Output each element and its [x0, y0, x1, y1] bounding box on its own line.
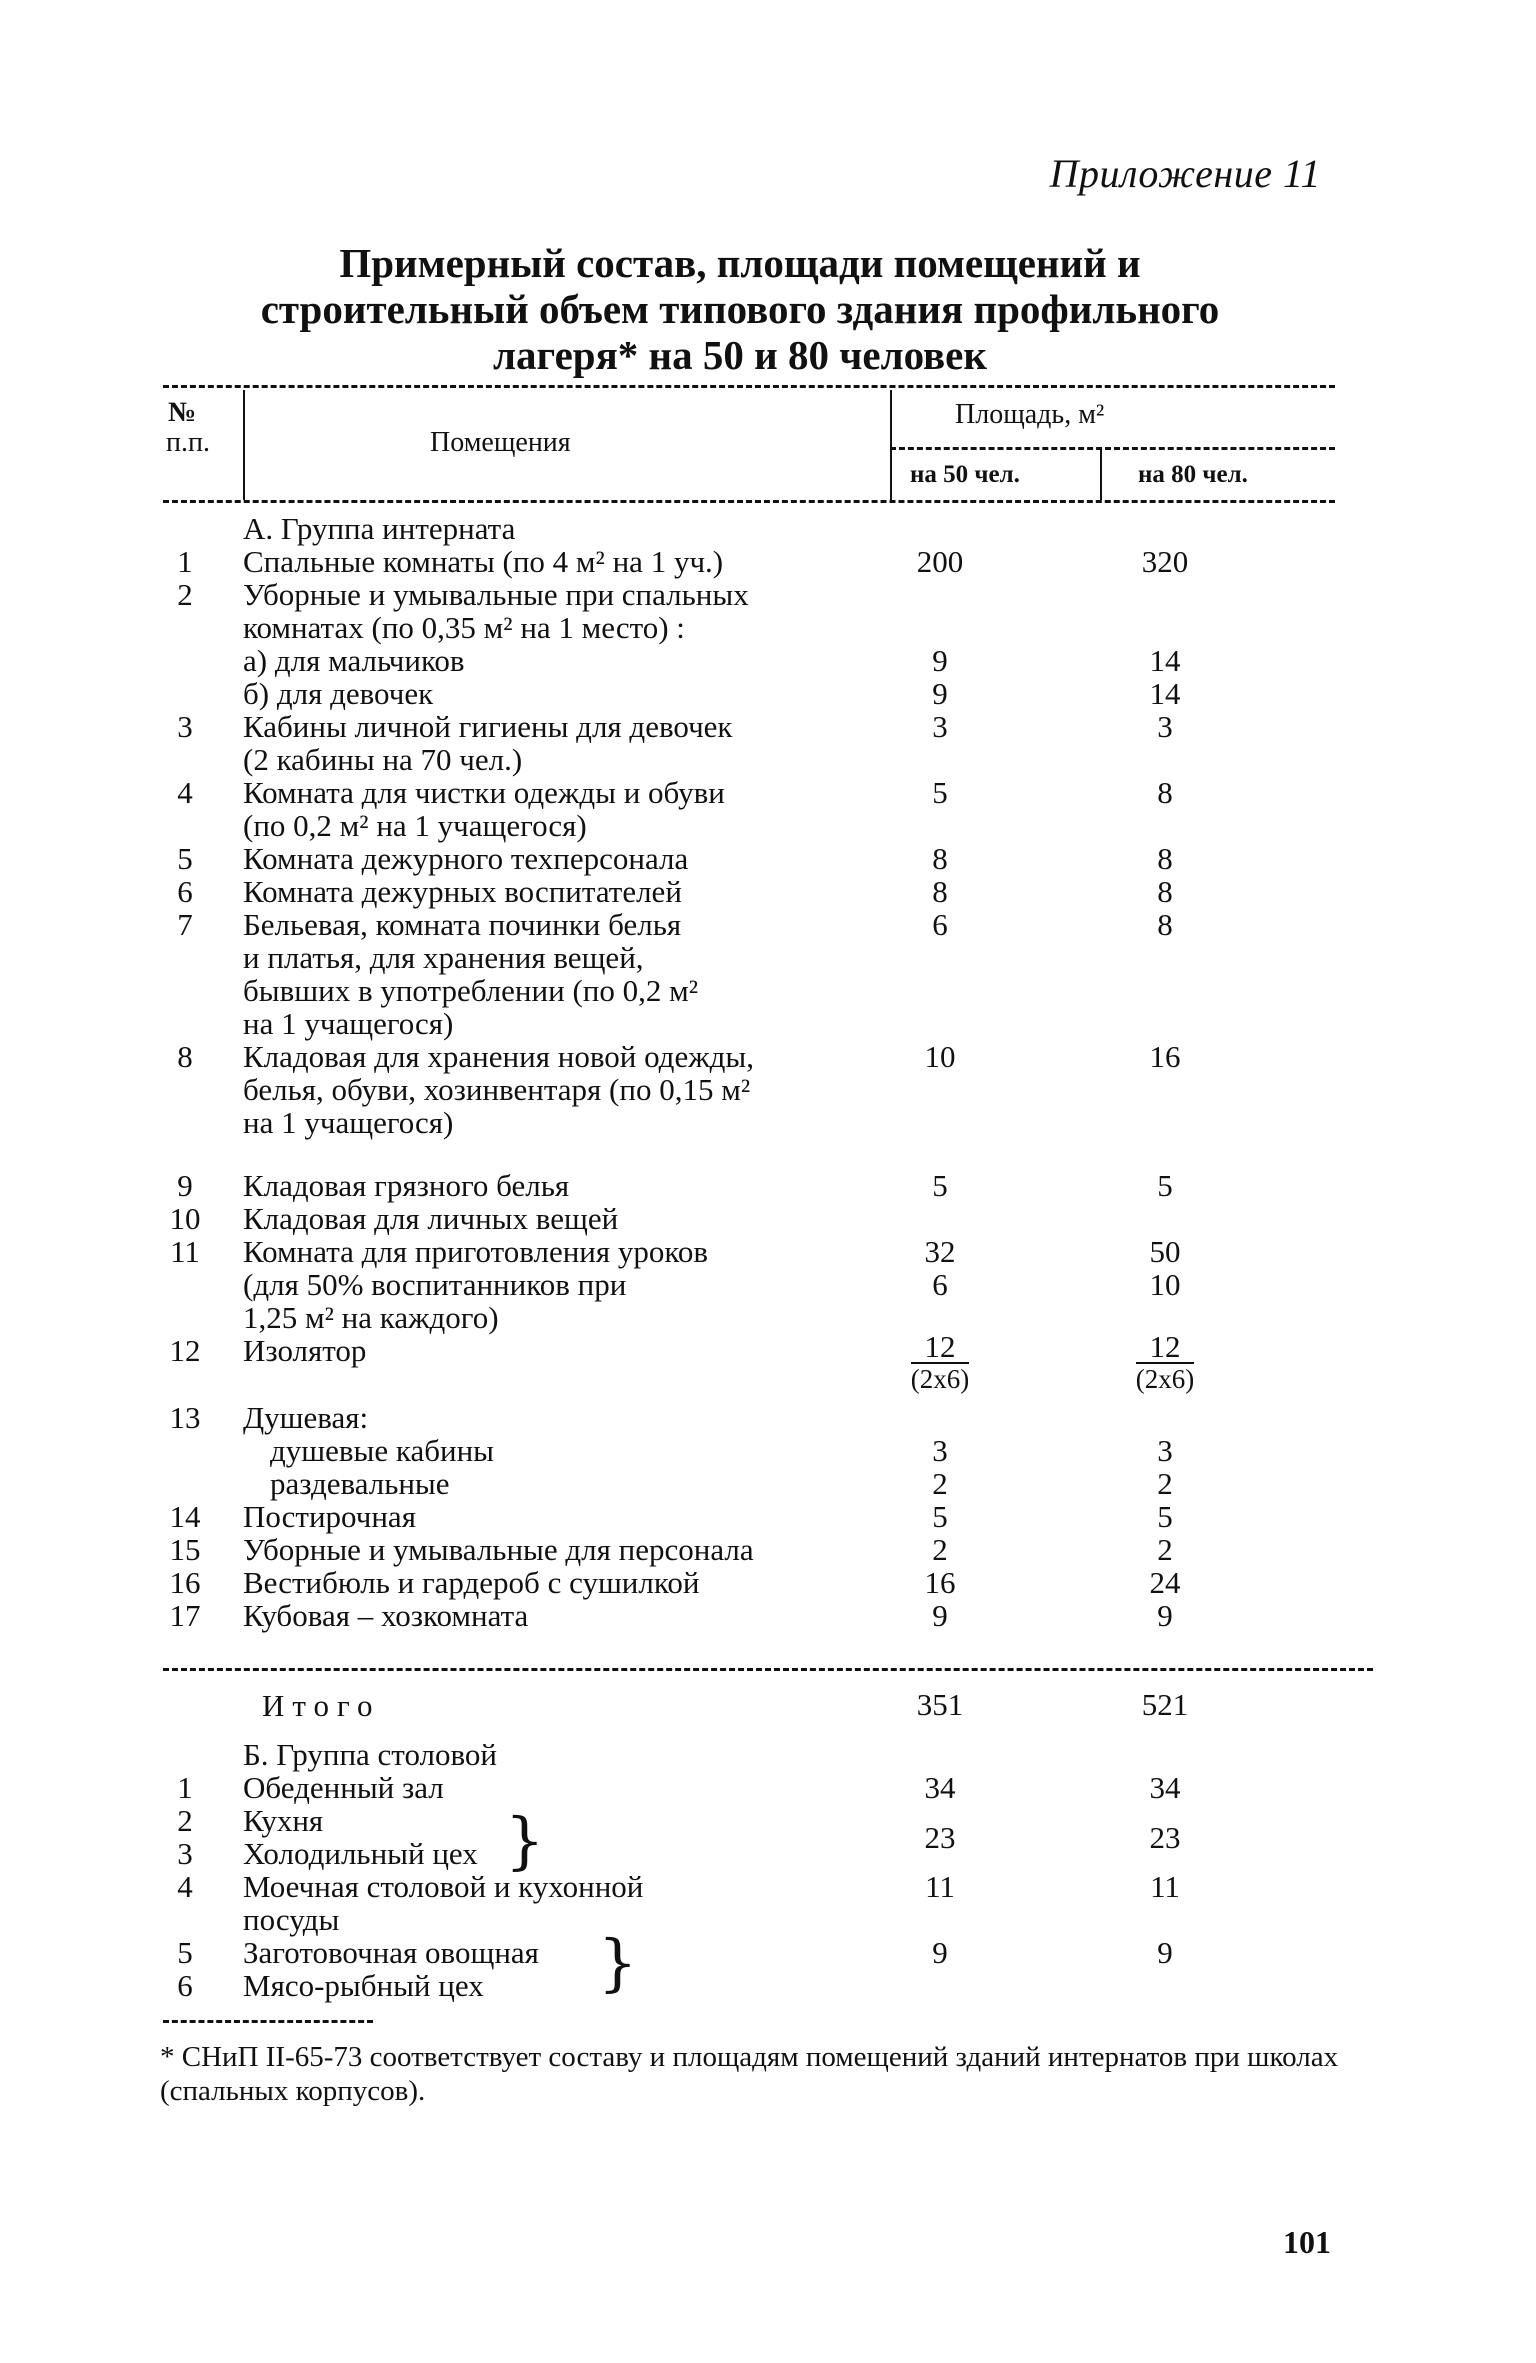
group-a-row-num: 6: [177, 874, 193, 909]
total-value-50: 351: [916, 1687, 964, 1722]
group-b-row-value-80: 9: [1157, 1935, 1173, 1970]
group-a-row-num: 7: [177, 907, 193, 942]
group-a-row-text: Изолятор: [243, 1333, 367, 1368]
group-a-row-text: белья, обуви, хозинвентаря (по 0,15 м²: [243, 1072, 751, 1107]
group-a-row-text: Уборные и умывальные при спальных: [243, 577, 749, 612]
table-title: [150, 240, 1330, 378]
group-a-row-value-80: 2: [1157, 1466, 1173, 1501]
group-a-row-num: 10: [169, 1201, 201, 1236]
group-a-row-value-50: 200: [916, 544, 964, 579]
group-a-row-value-80: 3: [1157, 709, 1173, 744]
group-a-row-text: комнатах (по 0,35 м² на 1 место) :: [243, 610, 685, 645]
group-a-row-text: Комната для приготовления уроков: [243, 1234, 709, 1269]
group-a-row-value-50: 2: [932, 1532, 948, 1567]
group-b-row-num: 1: [177, 1770, 193, 1805]
group-b-row-text: посуды: [243, 1902, 340, 1937]
group-a-row-value-50: 16: [924, 1565, 956, 1600]
group-a-row-value-80: 9: [1157, 1598, 1173, 1633]
group-b-row-value-50: 9: [932, 1935, 948, 1970]
group-b-row-num: 5: [177, 1935, 193, 1970]
group-a-row-text: и платья, для хранения вещей,: [243, 940, 644, 975]
group-a-row-text: раздевальные: [270, 1466, 450, 1501]
group-a-row-num: 12: [169, 1333, 201, 1368]
group-a-row-value-80: 2: [1157, 1532, 1173, 1567]
group-a-row-text: Кубовая – хозкомната: [243, 1598, 529, 1633]
group-a-row-text: на 1 учащегося): [243, 1105, 454, 1140]
group-a-row-value-50: 9: [932, 1598, 948, 1633]
group-a-row-num: 14: [169, 1499, 201, 1534]
page-number: 101: [1283, 2224, 1331, 2260]
group-a-row-value-80: 3: [1157, 1433, 1173, 1468]
group-b-row-value-80: 11: [1150, 1869, 1180, 1904]
group-b-row-value-50: 23: [924, 1819, 956, 1855]
group-a-row-value-80: 8: [1157, 841, 1173, 876]
group-a-row-value-80: 5: [1157, 1168, 1173, 1203]
title-line-3: лагеря* на 50 и 80 человек: [492, 332, 988, 378]
group-a-row-value-50: 5: [932, 1168, 948, 1203]
footnote: * СНиП II-65-73 соответствует составу и площадям помещений зданий интернатов при школах (спальных корпусов).: [160, 2041, 1339, 2107]
header-col-50: на 50 чел.: [910, 461, 1020, 488]
group-a-row-value-80: 50: [1149, 1234, 1181, 1269]
header-top-rule: [163, 385, 1335, 388]
group-a-row-text: Комната дежурных воспитателей: [243, 874, 682, 909]
total-top-rule: [163, 1668, 1373, 1671]
group-a-row-value-50: 9: [932, 676, 948, 711]
group-a-row-text: б) для девочек: [243, 676, 434, 711]
group-a-row-num: 8: [177, 1039, 193, 1074]
group-a-row-text: 1,25 м² на каждого): [243, 1300, 499, 1335]
group-a-row-value-50: 8: [932, 874, 948, 909]
header-area: Площадь, м²: [955, 399, 1105, 430]
header-bottom-rule: [163, 500, 1335, 503]
group-a-row-value-50: $\frac{12}{(2x6)}$: [910, 1329, 970, 1394]
total-label: Итого: [262, 1688, 381, 1723]
group-a-row-num: 13: [169, 1400, 201, 1435]
footnote-rule: [163, 2020, 373, 2023]
group-a-row-num: 2: [177, 577, 193, 612]
group-b-row-text: Кухня: [243, 1803, 324, 1838]
group-a-row-value-80: 8: [1157, 775, 1173, 810]
group-a-row-text: бывших в употреблении (по 0,2 м²: [243, 973, 699, 1008]
group-a-row-text: душевые кабины: [270, 1433, 495, 1468]
group-b-row-value-50: 34: [924, 1770, 956, 1805]
group-b-row-text: Обеденный зал: [243, 1770, 444, 1805]
group-a-row-value-80: $\frac{12}{(2x6)}$: [1135, 1329, 1195, 1394]
group-a-row-text: Комната для чистки одежды и обуви: [243, 775, 725, 810]
group-a-row-text: Кабины личной гигиены для девочек: [243, 709, 733, 744]
group-a-row-value-80: 10: [1149, 1267, 1181, 1302]
group-a-row-value-80: 320: [1141, 544, 1189, 579]
group-a-row-text: Уборные и умывальные для персонала: [243, 1532, 754, 1567]
brace-prep: }: [598, 1926, 638, 1999]
group-b-row-value-50: 11: [925, 1869, 955, 1904]
title-line-1: Примерный состав, площади помещений и: [339, 240, 1141, 286]
group-a-row-text: а) для мальчиков: [243, 643, 465, 678]
group-a-row-text: Кладовая для хранения новой одежды,: [243, 1039, 754, 1074]
group-a-row-value-50: 6: [932, 1267, 948, 1302]
group-a-row-num: 1: [177, 544, 193, 579]
group-b-title: Б. Группа столовой: [243, 1737, 498, 1772]
group-a-row-value-50: 5: [932, 1499, 948, 1534]
group-a-row-text: Душевая:: [243, 1400, 369, 1435]
group-a-row-num: 9: [177, 1168, 193, 1203]
header-num: №: [168, 397, 197, 428]
header-divider-3: [1100, 450, 1102, 500]
header-num-pp: п.п.: [166, 427, 210, 458]
group-a-row-num: 11: [170, 1234, 200, 1269]
title-line-2: строительный объем типового здания профильного: [260, 286, 1220, 332]
group-a-row-value-50: 10: [924, 1039, 956, 1074]
group-a-row-value-50: 32: [924, 1234, 956, 1269]
header-col-80: на 80 чел.: [1138, 461, 1248, 488]
group-a-row-num: 4: [177, 775, 193, 810]
group-a-row-num: 16: [169, 1565, 201, 1600]
group-b-row-text: Холодильный цех: [243, 1836, 478, 1871]
group-a-row-text: Кладовая для личных вещей: [243, 1201, 619, 1236]
group-a-row-value-50: 8: [932, 841, 948, 876]
group-a-row-value-80: 8: [1157, 907, 1173, 942]
group-a-row-num: 17: [169, 1598, 201, 1633]
group-a-row-text: (2 кабины на 70 чел.): [243, 742, 523, 777]
group-a-row-text: на 1 учащегося): [243, 1006, 454, 1041]
header-divider-2: [890, 390, 892, 500]
group-a-row-text: (по 0,2 м² на 1 учащегося): [243, 808, 587, 843]
group-a-row-value-50: 5: [932, 775, 948, 810]
group-a-title: А. Группа интерната: [243, 511, 516, 546]
group-b-row-num: 2: [177, 1803, 193, 1838]
group-a-row-text: (для 50% воспитанников при: [243, 1267, 627, 1302]
group-a-row-text: Постирочная: [243, 1499, 416, 1534]
group-a-row-num: 3: [177, 709, 193, 744]
group-a-row-value-80: 5: [1157, 1499, 1173, 1534]
group-a-row-value-50: 9: [932, 643, 948, 678]
group-b-row-num: 6: [177, 1968, 193, 2003]
group-a-row-value-50: 6: [932, 907, 948, 942]
group-a-row-value-80: 16: [1149, 1039, 1181, 1074]
group-a-row-text: Бельевая, комната починки белья: [243, 907, 682, 942]
group-b-row-value-80: 34: [1149, 1770, 1181, 1805]
group-b-row-text: Моечная столовой и кухонной: [243, 1869, 644, 1904]
group-a-row-value-80: 14: [1149, 643, 1181, 678]
group-b-row-num: 4: [177, 1869, 193, 1904]
group-a-row-num: 5: [177, 841, 193, 876]
group-a-row-text: Вестибюль и гардероб с сушилкой: [243, 1565, 700, 1600]
group-a-row-value-50: 2: [932, 1466, 948, 1501]
group-b-row-num: 3: [177, 1836, 193, 1871]
group-a-row-num: 15: [169, 1532, 201, 1567]
header-rooms: Помещения: [430, 427, 571, 458]
total-value-80: 521: [1141, 1687, 1189, 1722]
group-a-row-value-50: 3: [932, 1433, 948, 1468]
header-divider-1: [243, 390, 245, 500]
header-mid-rule: [890, 447, 1335, 450]
group-a-row-value-80: 8: [1157, 874, 1173, 909]
brace-kitchen: }: [505, 1804, 545, 1877]
appendix-label: Приложение 11: [1049, 151, 1321, 196]
group-a-row-text: Спальные комнаты (по 4 м² на 1 уч.): [243, 544, 724, 579]
group-a-row-text: Кладовая грязного белья: [243, 1168, 570, 1203]
group-a-row-value-50: 3: [932, 709, 948, 744]
group-b-row-text: Заготовочная овощная: [243, 1935, 539, 1970]
group-a-row-value-80: 14: [1149, 676, 1181, 711]
group-b-row-value-80: 23: [1149, 1819, 1181, 1855]
group-a-row-value-80: 24: [1149, 1565, 1181, 1600]
group-b-row-text: Мясо-рыбный цех: [243, 1968, 484, 2003]
group-a-row-text: Комната дежурного техперсонала: [243, 841, 689, 876]
